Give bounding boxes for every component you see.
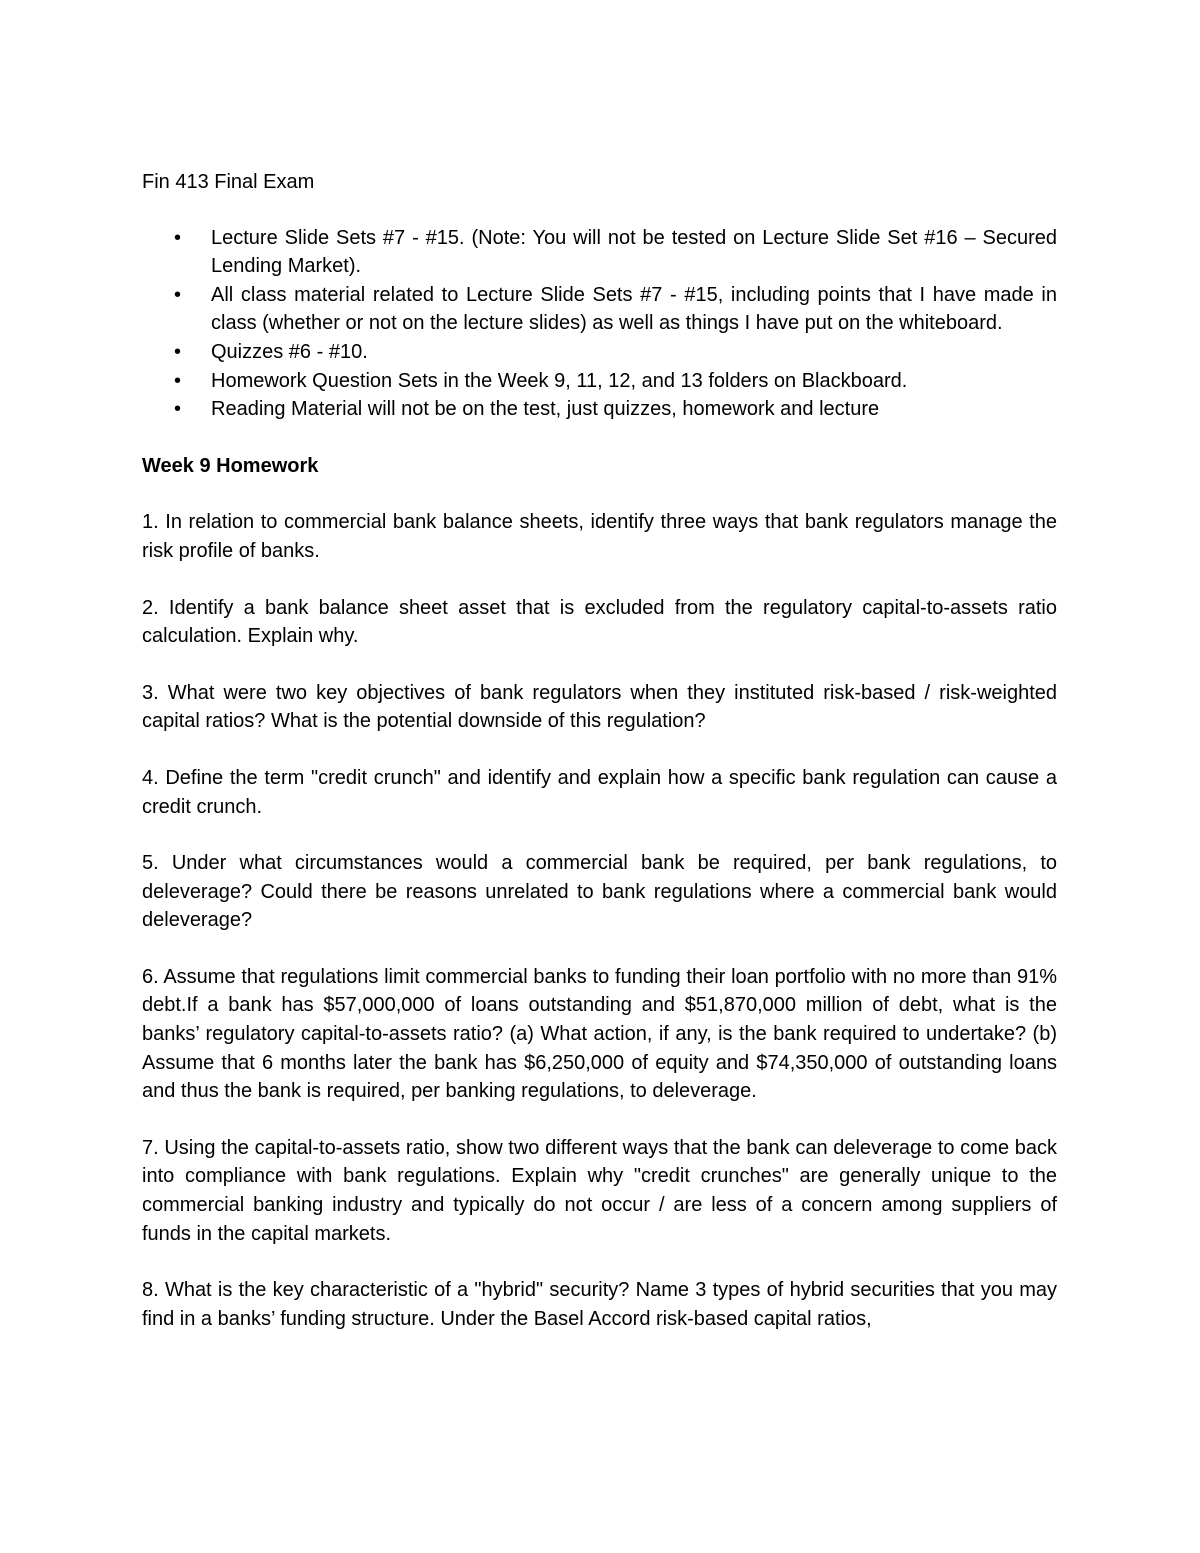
section-heading: Week 9 Homework [142,454,319,477]
list-item-text: All class material related to Lecture Slide Sets #7 - #15, including points that I have made in class (whether or not on the lecture slides) as well as things I have put on the whiteboard. [211,283,1057,335]
question-1: 1. In relation to commercial bank balance sheets, identify three ways that bank regulators manage the risk profile of banks. [142,511,1057,562]
question-5: 5. Under what circumstances would a commercial bank be required, per bank regulations, to deleverage? Could there be reasons unrelated to bank regulations where a commercial bank would deleverage? [142,852,1057,932]
bullet-marker: • [174,226,182,249]
list-item [142,281,1057,338]
list-item [142,338,1057,367]
bullet-marker: • [174,340,182,363]
list-item [142,367,1057,396]
bullet-marker: • [174,283,182,306]
document-title: Fin 413 Final Exam [142,171,315,193]
question-7: 7. Using the capital-to-assets ratio, show two different ways that the bank can deleverage to come back into compliance with bank regulations. Explain why "credit crunches" are generally unique to the commercial banking industry and typically do not occur / are less of a concern among suppliers of funds in the capital markets. [142,1136,1057,1245]
bullet-marker: • [174,369,182,392]
question-4: 4. Define the term "credit crunch" and identify and explain how a specific bank regulation can cause a credit crunch. [142,766,1057,818]
bullet-marker: • [174,398,182,421]
question-8: 8. What is the key characteristic of a "hybrid" security? Name 3 types of hybrid securities that you may find in a banks’ funding structure. Under the Basel Accord risk-based capital ratios, [142,1279,1057,1330]
document-body [142,168,1057,1361]
exam-coverage-list [142,224,1057,424]
question-2: 2. Identify a bank balance sheet asset that is excluded from the regulatory capital-to-assets ratio calculation. Explain why. [142,596,1057,648]
question-3: 3. What were two key objectives of bank regulators when they instituted risk-based / risk-weighted capital ratios? What is the potential downside of this regulation? [142,681,1057,733]
list-item-text: Homework Question Sets in the Week 9, 11, 12, and 13 folders on Blackboard. [211,369,908,392]
question-6: 6. Assume that regulations limit commercial banks to funding their loan portfolio with no more than 91% debt.If a bank has $57,000,000 of loans outstanding and $51,870,000 million of debt, what is the banks’ regulatory capital-to-assets ratio? (a) What action, if any, is the bank required to undertake? (b) Assume that 6 months later the bank has $6,250,000 of equity and $74,350,000 of outstanding loans and thus the bank is required, per banking regulations, to deleverage. [142,965,1057,1103]
list-item-text: Reading Material will not be on the test, just quizzes, homework and lecture [211,398,880,421]
list-item [142,395,1057,424]
list-item-text: Lecture Slide Sets #7 - #15. (Note: You will not be tested on Lecture Slide Set #16 – Secured Lending Market). [211,226,1057,278]
list-item [142,224,1057,281]
list-item-text: Quizzes #6 - #10. [211,340,368,363]
